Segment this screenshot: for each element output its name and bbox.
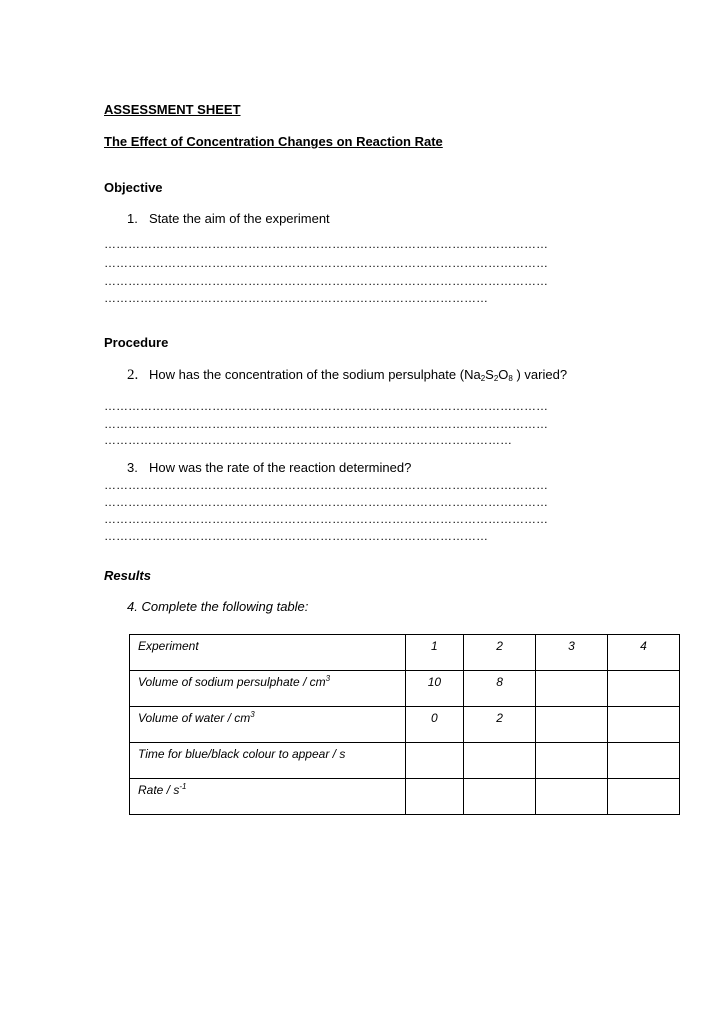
answer-line-1d[interactable]: …………………………………………………………………………………… — [104, 291, 488, 305]
table-header-row — [130, 635, 680, 671]
question-2-text-c: O — [498, 367, 509, 382]
row-label-time: Time for blue/black colour to appear / s — [130, 743, 406, 779]
cell-rate-3[interactable] — [536, 779, 608, 815]
table-row — [130, 707, 680, 743]
cell-rate-2[interactable] — [464, 779, 536, 815]
objective-heading: Objective — [104, 180, 163, 195]
page-subtitle: The Effect of Concentration Changes on Reaction Rate — [104, 134, 443, 149]
question-1-text: State the aim of the experiment — [149, 211, 330, 226]
answer-line-2a[interactable]: ………………………………………………………………………………………………… — [104, 399, 548, 413]
question-2 — [127, 367, 567, 384]
results-table — [129, 634, 680, 815]
page-title: ASSESSMENT SHEET — [104, 102, 241, 117]
cell-time-4[interactable] — [607, 743, 679, 779]
table-header-experiment: Experiment — [130, 635, 406, 671]
procedure-heading: Procedure — [104, 335, 169, 350]
table-header-4: 4 — [607, 635, 679, 671]
cell-water-2[interactable]: 2 — [464, 707, 536, 743]
question-2-text-b: S — [485, 367, 494, 382]
table-row — [130, 743, 680, 779]
table-header-1: 1 — [405, 635, 463, 671]
row-label-water: Volume of water / $cm^3$ — [130, 707, 406, 743]
question-3-number: 3. — [127, 460, 138, 475]
cell-rate-1[interactable] — [405, 779, 463, 815]
answer-line-1c[interactable]: ………………………………………………………………………………………………… — [104, 274, 548, 288]
cell-sodium-2[interactable]: 8 — [464, 671, 536, 707]
cell-time-1[interactable] — [405, 743, 463, 779]
cell-sodium-4[interactable] — [607, 671, 679, 707]
table-row — [130, 671, 680, 707]
question-1-number: 1. — [127, 211, 138, 226]
answer-line-3c[interactable]: ………………………………………………………………………………………………… — [104, 512, 548, 526]
cell-time-2[interactable] — [464, 743, 536, 779]
question-2-number: 2. — [127, 367, 139, 383]
answer-line-1a[interactable]: ………………………………………………………………………………………………… — [104, 237, 548, 251]
question-2-text-a: How has the concentration of the sodium persulphate (Na — [149, 367, 481, 382]
table-header-3: 3 — [536, 635, 608, 671]
cell-sodium-1[interactable]: 10 — [405, 671, 463, 707]
row-label-sodium-persulphate: Volume of sodium persulphate / $cm^3$ — [130, 671, 406, 707]
table-row — [130, 779, 680, 815]
answer-line-3b[interactable]: ………………………………………………………………………………………………… — [104, 495, 548, 509]
question-2-sub-1: 2 — [480, 374, 486, 383]
answer-line-3a[interactable]: ………………………………………………………………………………………………… — [104, 478, 548, 492]
question-2-text-d: ) varied? — [516, 367, 568, 382]
answer-line-2c[interactable]: ………………………………………………………………………………………… — [104, 433, 512, 447]
answer-line-3d[interactable]: …………………………………………………………………………………… — [104, 529, 488, 543]
cell-sodium-3[interactable] — [536, 671, 608, 707]
question-2-sub-2: 2 — [493, 374, 499, 383]
question-2-sub-3: 8 — [508, 374, 513, 383]
results-heading: Results — [104, 568, 151, 583]
cell-time-3[interactable] — [536, 743, 608, 779]
cell-water-4[interactable] — [607, 707, 679, 743]
question-1 — [127, 211, 330, 226]
cell-rate-4[interactable] — [607, 779, 679, 815]
table-header-2: 2 — [464, 635, 536, 671]
question-4: 4. Complete the following table: — [127, 599, 309, 614]
answer-line-2b[interactable]: ………………………………………………………………………………………………… — [104, 417, 548, 431]
question-3-text: How was the rate of the reaction determined? — [149, 460, 412, 475]
cell-water-1[interactable]: 0 — [405, 707, 463, 743]
row-label-rate: Rate / $s^{-1}$ — [130, 779, 406, 815]
question-3 — [127, 460, 411, 475]
answer-line-1b[interactable]: ………………………………………………………………………………………………… — [104, 256, 548, 270]
cell-water-3[interactable] — [536, 707, 608, 743]
